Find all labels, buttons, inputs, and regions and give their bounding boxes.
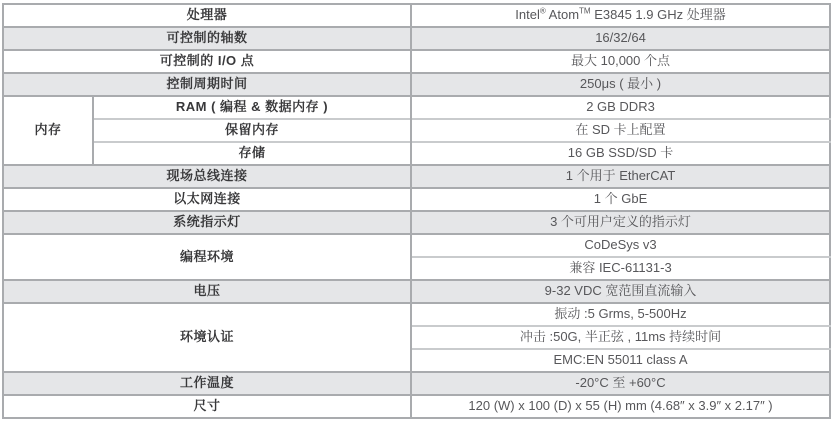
spec-value: 在 SD 卡上配置 [411,119,830,142]
spec-label: 控制周期时间 [3,73,411,96]
spec-value: 120 (W) x 100 (D) x 55 (H) mm (4.68″ x 3.9″ x 2.17″ ) [411,395,830,418]
spec-value: Intel® Atom™ E3845 1.9 GHz 处理器 [411,4,830,27]
row-ethernet-connection [3,188,830,211]
trademark-symbol: TM [579,7,591,17]
row-memory-ram [3,96,830,119]
specification-table [2,3,831,419]
row-fieldbus-connection [3,165,830,188]
spec-label: 尺寸 [3,395,411,418]
spec-value: EMC:EN 55011 class A [411,349,830,372]
spec-label: 处理器 [3,4,411,27]
spec-value: 16/32/64 [411,27,830,50]
row-processor [3,4,830,27]
spec-group-label-memory: 内存 [3,96,93,165]
spec-value: 2 GB DDR3 [411,96,830,119]
spec-label: 电压 [3,280,411,303]
spec-value: 3 个可用户定义的指示灯 [411,211,830,234]
spec-value: 冲击 :50G, 半正弦 , 11ms 持续时间 [411,326,830,349]
spec-label: 系统指示灯 [3,211,411,234]
spec-label: 以太网连接 [3,188,411,211]
spec-value: CoDeSys v3 [411,234,830,257]
spec-value: 9-32 VDC 宽范围直流输入 [411,280,830,303]
spec-group-label-environment: 环境认证 [3,303,411,372]
spec-value: -20°C 至 +60°C [411,372,830,395]
spec-value: 最大 10,000 个点 [411,50,830,73]
spec-value: 振动 :5 Grms, 5-500Hz [411,303,830,326]
spec-value: 兼容 IEC-61131-3 [411,257,830,280]
registered-trademark-symbol: ® [539,7,546,17]
row-operating-temperature [3,372,830,395]
spec-sublabel: 保留内存 [93,119,411,142]
row-controllable-io-points [3,50,830,73]
row-dimensions [3,395,830,418]
row-programming-env-1 [3,234,830,257]
spec-label: 可控制的 I/O 点 [3,50,411,73]
row-voltage [3,280,830,303]
spec-sublabel: 存储 [93,142,411,165]
spec-sublabel: RAM ( 编程 & 数据内存 ) [93,96,411,119]
row-memory-storage [3,142,830,165]
spec-value: 250μs ( 最小 ) [411,73,830,96]
row-controllable-axes [3,27,830,50]
spec-label: 现场总线连接 [3,165,411,188]
row-memory-retentive [3,119,830,142]
spec-label: 工作温度 [3,372,411,395]
spec-value: 16 GB SSD/SD 卡 [411,142,830,165]
row-environment-vibration [3,303,830,326]
row-system-leds [3,211,830,234]
spec-value: 1 个用于 EtherCAT [411,165,830,188]
spec-group-label-programming: 编程环境 [3,234,411,280]
spec-label: 可控制的轴数 [3,27,411,50]
spec-value: 1 个 GbE [411,188,830,211]
row-control-cycle-time [3,73,830,96]
